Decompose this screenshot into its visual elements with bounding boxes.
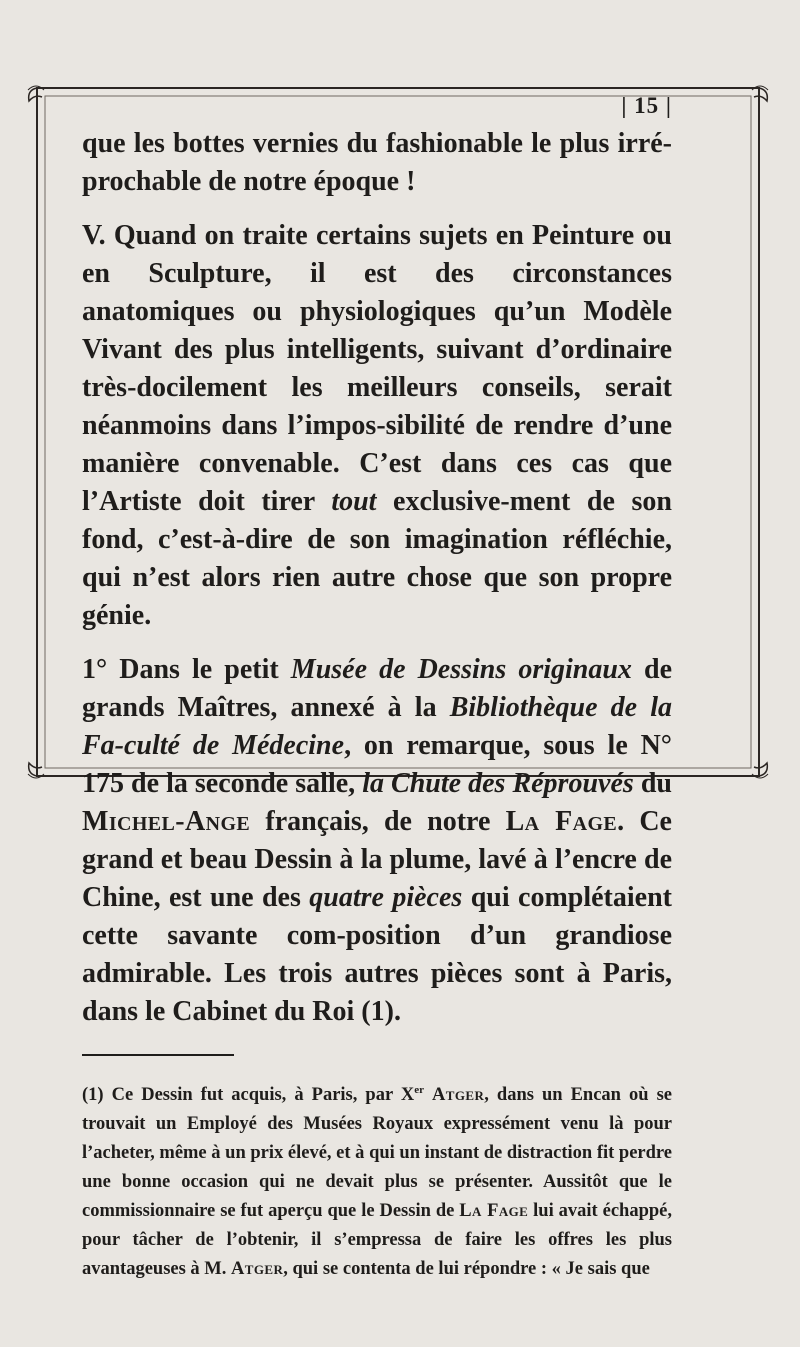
paragraph-2-part-2: tout xyxy=(331,486,377,517)
paragraph-3 xyxy=(82,651,672,1031)
paragraph-3-part-12: quatre pièces xyxy=(309,882,463,913)
footnote-part-1: (1) Ce Dessin fut acquis, à Paris, par X xyxy=(82,1085,415,1106)
paragraph-2 xyxy=(82,217,672,635)
paragraph-3-part-11: . Ce grand et beau Dessin à la plume, lavé à l’encre de Chine, est une des xyxy=(82,806,672,913)
footnote-part-5: , dans un Encan où se trouvait un Employé des Musées Royaux expressément venu là pour l’acheter, même à un prix élevé, et à qui un instant de distraction fit perdre une bonne occasion qui ne devait plus se présenter. Aussitôt que le commissionnaire se fut aperçu que le Dessin de xyxy=(82,1085,673,1222)
footnote-rule xyxy=(82,1054,234,1056)
paragraph-3-part-10: La Fage xyxy=(505,806,618,837)
footnote-part-3 xyxy=(424,1085,432,1105)
paragraph-2-part-1: V. Quand on traite certains sujets en Peinture ou en Sculpture, il est des circonstances anatomiques ou physiologiques qu’un Modèle Vivant des plus intelligents, suivant d’ordinaire très-docilement les meilleurs conseils, serait néanmoins dans l’impos-sibilité de rendre d’une manière convenable. C’est dans ces cas que l’Artiste doit tirer xyxy=(82,220,672,517)
footnote xyxy=(82,1076,672,1284)
page-number: | 15 | xyxy=(621,93,672,118)
paragraph-1: que les bottes vernies du fashionable le plus irré-prochable de notre époque ! xyxy=(82,128,672,197)
footnote-part-7: lui avait échappé, pour tâcher de l’obtenir, il s’empressa de faire les offres les plus avantageuses à M. xyxy=(82,1201,672,1280)
paragraph-3-part-9: français, de notre xyxy=(250,806,506,837)
footnote-part-9: , qui se contenta de lui répondre : « Je sais que xyxy=(283,1259,650,1280)
paragraph-3-part-13: qui complétaient cette savante com-position d’un grandiose admirable. Les trois autres pièces sont à Paris, dans le Cabinet du Roi (1). xyxy=(82,882,672,1027)
paragraph-3-part-6: la Chute des Réprouvés xyxy=(362,768,634,799)
paragraph-3-part-4: Bibliothèque de la Fa-culté de Médecine xyxy=(82,692,672,761)
paragraph-3-part-2: Musée de Dessins originaux xyxy=(290,654,632,685)
paragraph-3-part-7: du xyxy=(633,768,672,799)
paragraph-2-part-3: exclusive-ment de son fond, c’est-à-dire de son imagination réfléchie, qui n’est alors rien autre chose que son propre génie. xyxy=(82,486,672,631)
paragraph-3-part-8: Michel-Ange xyxy=(82,806,251,837)
footnote-part-4: Atger xyxy=(432,1085,485,1106)
paragraph-3-part-3: de grands Maîtres, annexé à la xyxy=(82,654,673,723)
footnote-part-8: Atger xyxy=(231,1259,284,1280)
paragraph-3-part-5: , on remarque, sous le N° 175 de la seconde salle, xyxy=(82,730,673,799)
page-content xyxy=(82,93,672,1284)
footnote-text xyxy=(82,1076,672,1284)
footnote-part-2: er xyxy=(414,1084,424,1096)
paragraph-3-part-1: 1° Dans le petit xyxy=(82,654,291,685)
main-text xyxy=(82,125,672,1031)
footnote-part-6: La Fage xyxy=(459,1201,529,1222)
